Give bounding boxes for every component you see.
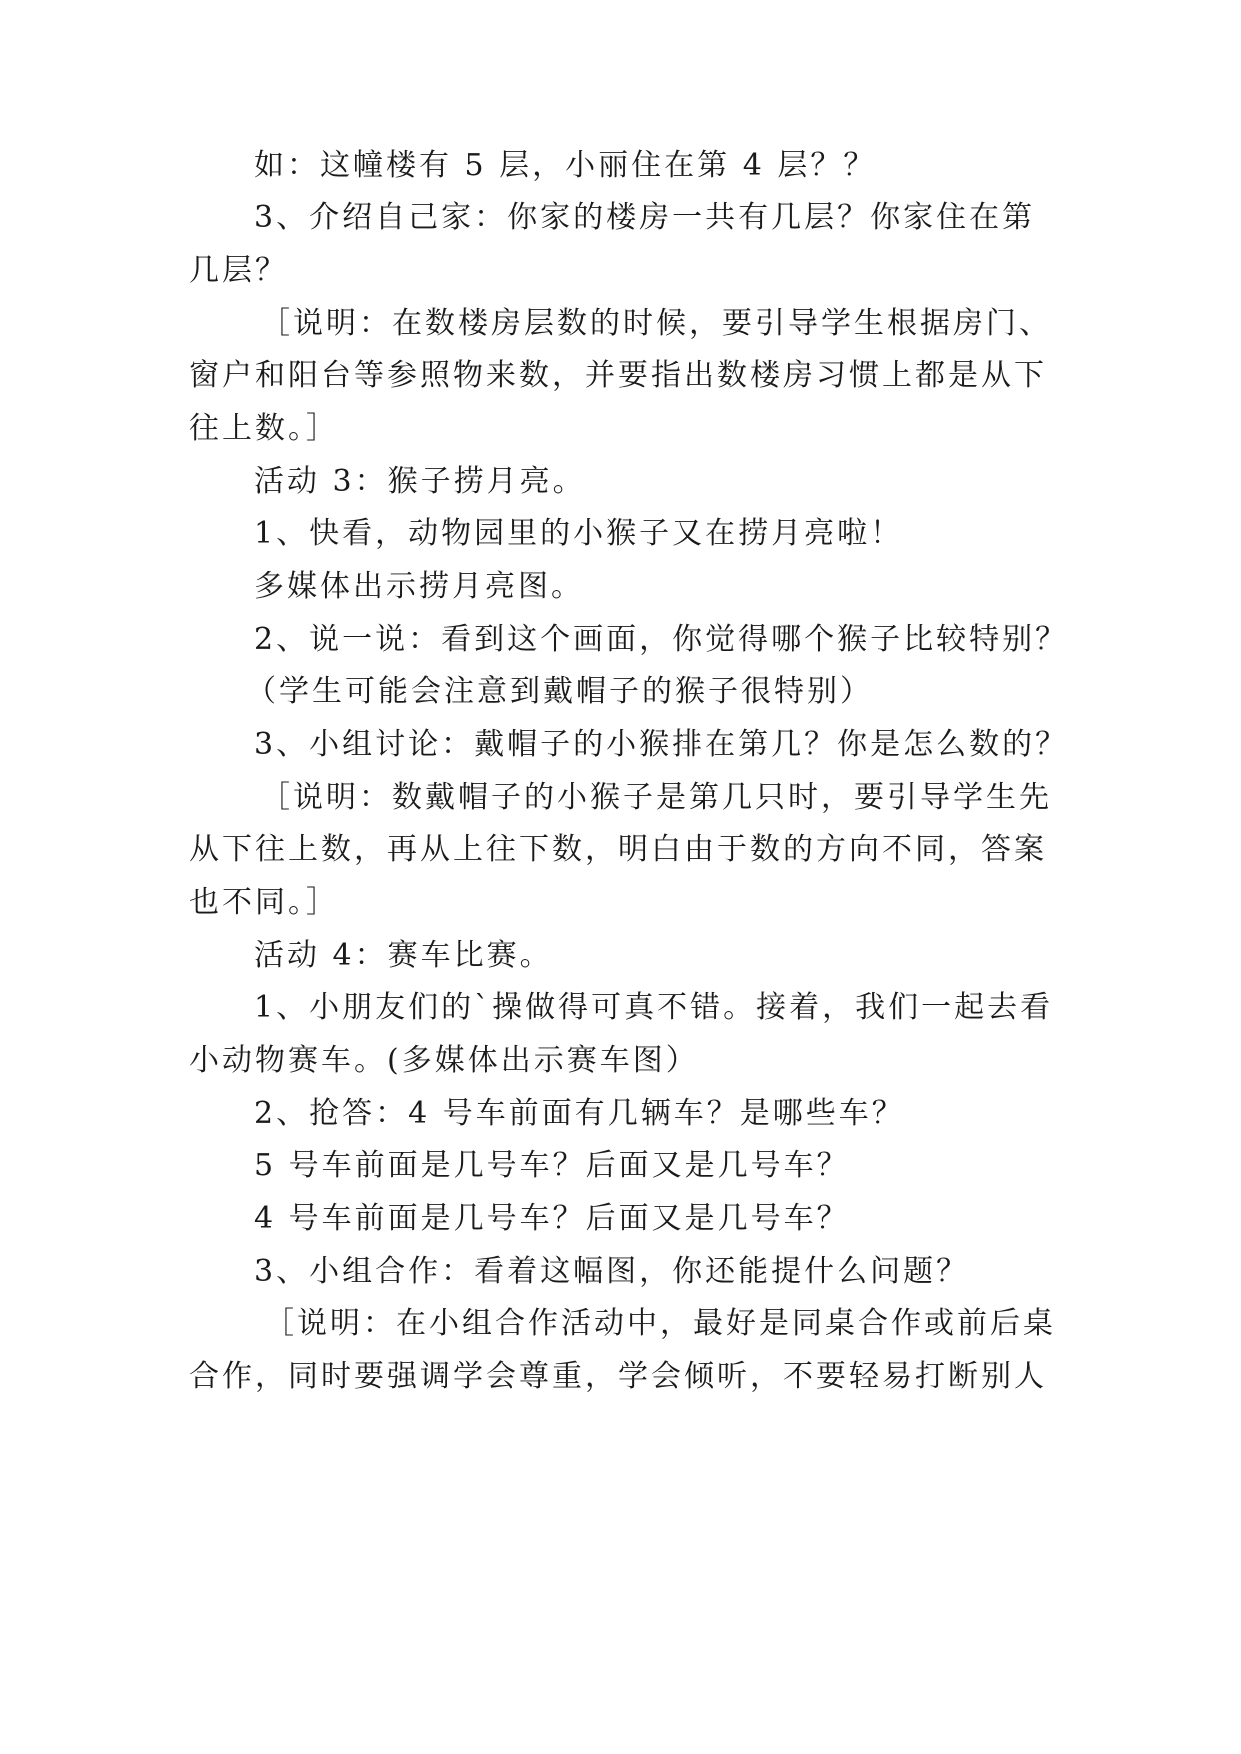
text-line: 窗户和阳台等参照物来数，并要指出数楼房习惯上都是从下 [189, 358, 1047, 393]
text-line: ［说明：在数楼房层数的时候，要引导学生根据房门、 [260, 306, 1052, 341]
text-line: 往上数。］ [189, 411, 339, 446]
text-line: 3、小组讨论：戴帽子的小猴排在第几？你是怎么数的？ [254, 727, 1069, 762]
text-line: 4 号车前面是几号车？后面又是几号车？ [254, 1201, 850, 1236]
text-line: 从下往上数，再从上往下数，明白由于数的方向不同，答案 [189, 832, 1047, 867]
text-line: 也不同。］ [189, 885, 339, 920]
text-line: （学生可能会注意到戴帽子的猴子很特别） [246, 674, 873, 709]
text-line: 1、快看，动物园里的小猴子又在捞月亮啦！ [254, 516, 904, 551]
text-line: 合作，同时要强调学会尊重，学会倾听，不要轻易打断别人 [189, 1359, 1047, 1394]
text-line: 如：这幢楼有 5 层，小丽住在第 4 层？？ [254, 148, 877, 183]
text-line: 1、小朋友们的`操做得可真不错。接着，我们一起去看 [254, 990, 1054, 1025]
text-line: ［说明：数戴帽子的小猴子是第几只时，要引导学生先 [260, 780, 1052, 815]
section-heading: 活动 4：赛车比赛。 [254, 938, 553, 973]
text-line: 2、抢答：4 号车前面有几辆车？是哪些车？ [254, 1096, 905, 1131]
text-line: 2、说一说：看到这个画面，你觉得哪个猴子比较特别？ [254, 622, 1069, 657]
text-line: 3、小组合作：看着这幅图，你还能提什么问题？ [254, 1254, 970, 1289]
text-line: ［说明：在小组合作活动中，最好是同桌合作或前后桌 [264, 1306, 1056, 1341]
text-line: 3、介绍自己家：你家的楼房一共有几层？你家住在第 [254, 200, 1036, 235]
text-line: 5 号车前面是几号车？后面又是几号车？ [254, 1148, 850, 1183]
section-heading: 活动 3：猴子捞月亮。 [254, 464, 586, 499]
text-line: 小动物赛车。(多媒体出示赛车图） [189, 1043, 699, 1078]
text-line: 多媒体出示捞月亮图。 [254, 569, 584, 604]
text-line: 几层？ [189, 253, 288, 288]
